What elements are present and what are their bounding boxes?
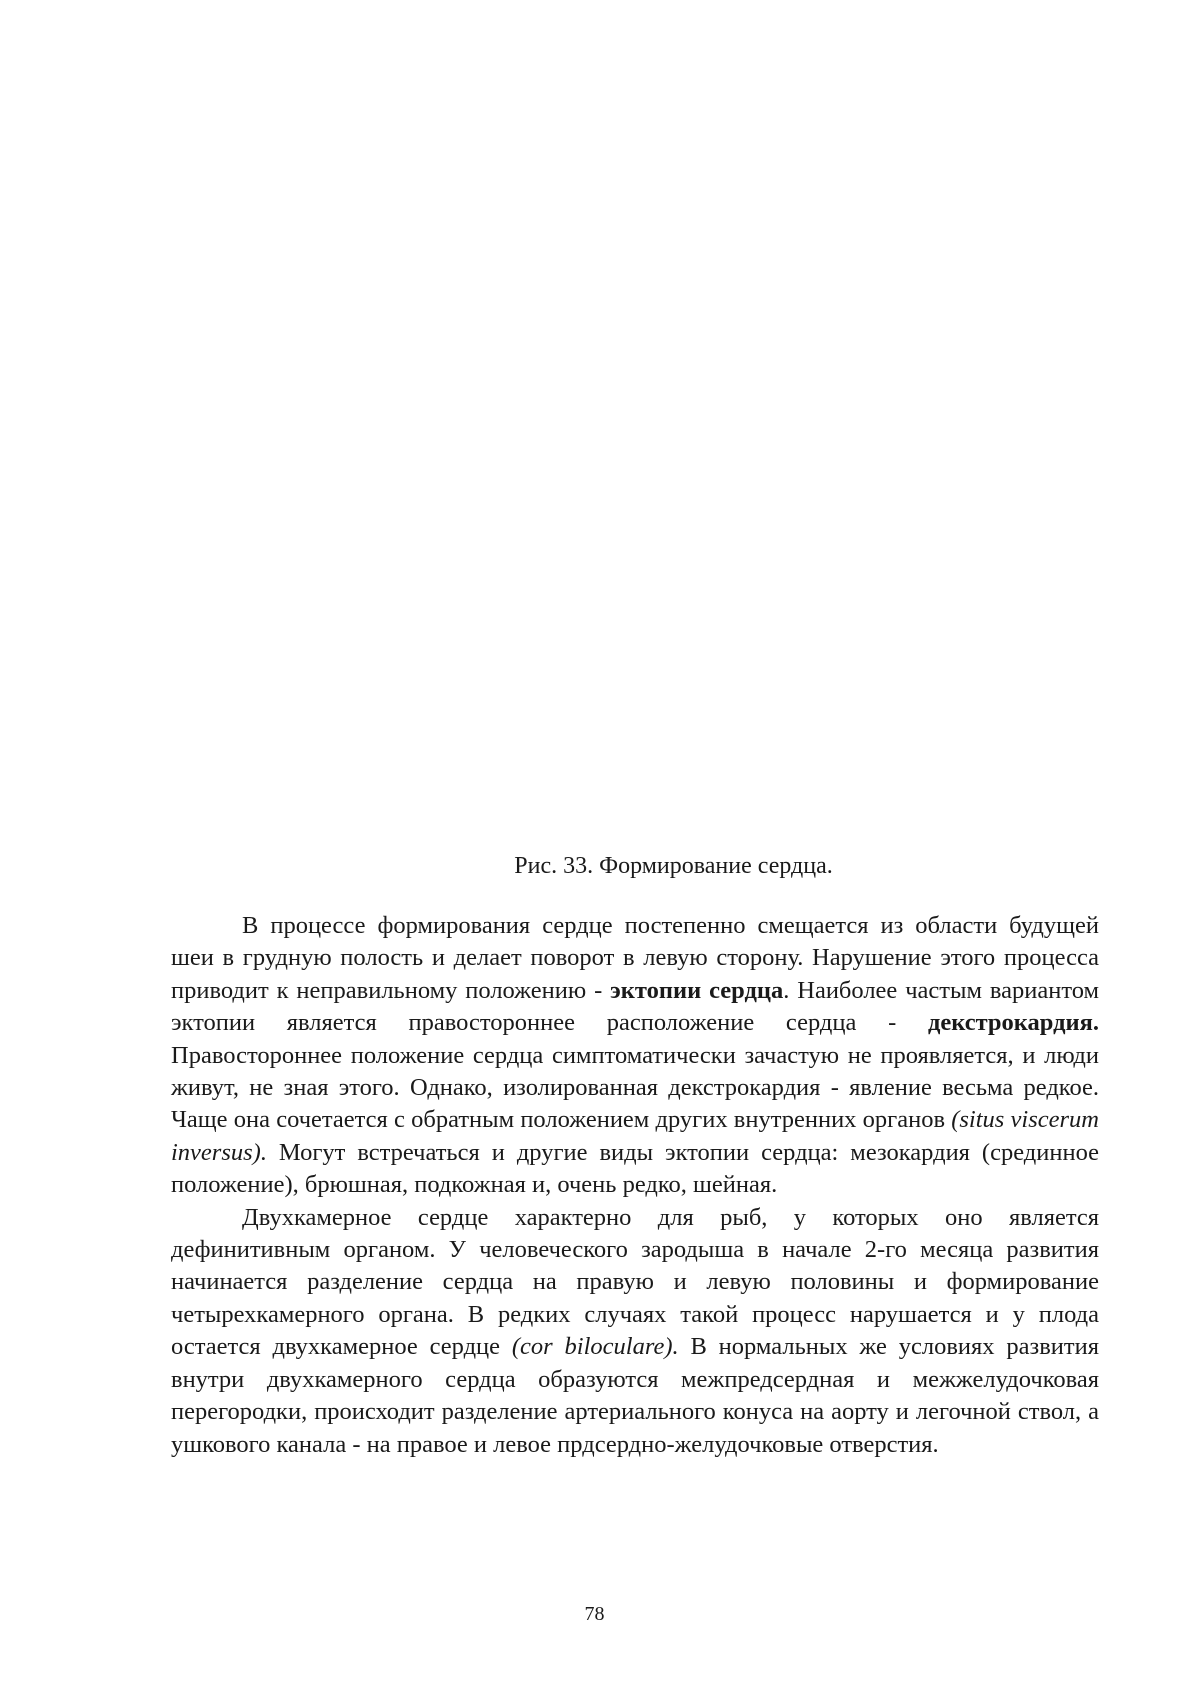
text-run: . Наиболее частым вариантом эктопии является правостороннее расположение сердца - bbox=[171, 976, 1099, 1037]
text-run: В нормальных же условиях развития внутри двухкамерного сердца образуются межпредсердная и межжелудочковая перегородки, происходит разделение артериального конуса на аорту и легочной ствол, а ушкового канала - на правое и левое прдсердно-желудочковые отверстия. bbox=[171, 1333, 1099, 1458]
page-number: 78 bbox=[584, 1603, 605, 1625]
paragraph-2 bbox=[171, 1202, 1099, 1461]
latin-term: (cor biloculare). bbox=[511, 1333, 679, 1361]
figure-caption: Рис. 33. Формирование сердца. bbox=[514, 853, 833, 879]
text-run: В процессе формирования сердце постепенно смещается из области будущей шеи в грудную полость и делает поворот в левую сторону. Нарушение этого процесса приводит к неправильному положению - bbox=[171, 912, 1099, 1004]
term-dextrocardia: декстрокардия. bbox=[927, 1009, 1099, 1037]
paragraph-1 bbox=[171, 910, 1099, 1202]
latin-term: (situs viscerum inversus). bbox=[171, 1106, 1099, 1166]
text-run: Могут встречаться и другие виды эктопии сердца: мезокардия (срединное положение), брюшная, подкожная и, очень редко, шейная. bbox=[171, 1138, 1099, 1199]
term-ectopia: эктопии сердца bbox=[610, 976, 784, 1004]
body-text bbox=[171, 910, 1099, 1461]
text-run: Правостороннее положение сердца симптоматически зачастую не проявляется, и люди живут, не зная этого. Однако, изолированная декстрокардия - явление весьма редкое. Чаще она сочетается с обратным положением других внутренних органов bbox=[171, 1041, 1099, 1134]
text-run: Двухкамерное сердце характерно для рыб, у которых оно является дефинитивным органом. У человеческого зародыша в начале 2-го месяца развития начинается разделение сердца на правую и левую половины и формирование четырехкамерного органа. В редких случаях такой процесс нарушается и у плода остается двухкамерное сердце bbox=[171, 1203, 1099, 1361]
figure-area bbox=[170, 60, 1110, 840]
